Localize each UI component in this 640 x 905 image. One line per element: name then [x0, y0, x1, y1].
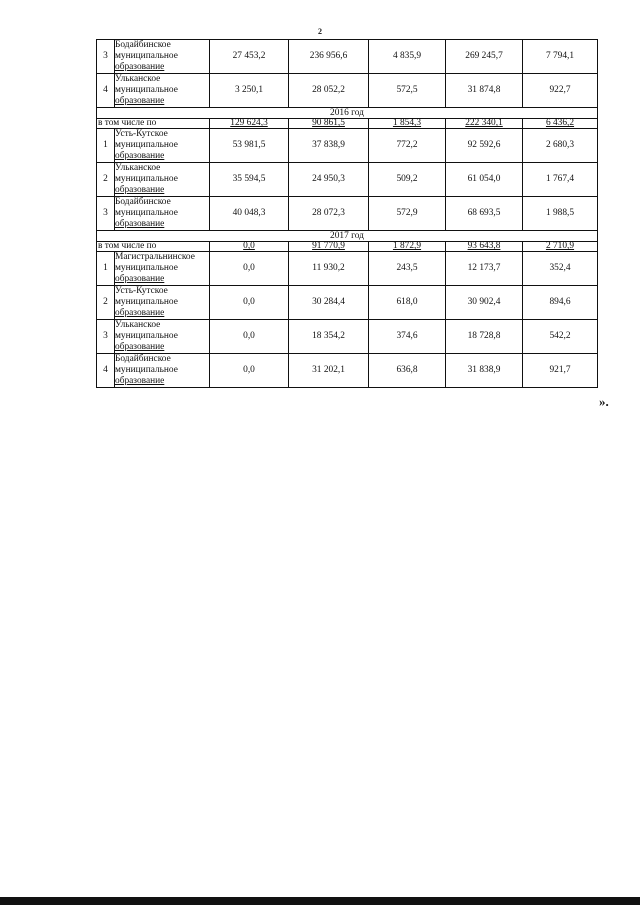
total-value: 6 436,2	[523, 119, 598, 129]
municipality-name-line: Усть-Кутское	[115, 129, 168, 139]
table-cell-value: 921,7	[523, 354, 598, 388]
year-header-row	[97, 231, 598, 242]
scan-bottom-edge	[0, 897, 640, 905]
total-value: 222 340,1	[446, 119, 523, 129]
table-cell-value: 37 838,9	[289, 129, 369, 163]
table-cell-value: 0,0	[210, 286, 289, 320]
total-row	[97, 119, 598, 129]
table-cell-value: 30 284,4	[289, 286, 369, 320]
municipality-name-line: муниципальное	[115, 174, 178, 184]
row-index: 3	[97, 40, 115, 74]
municipality-name-line: образование	[115, 308, 165, 318]
municipality-name-line: муниципальное	[115, 208, 178, 218]
table-cell-value: 922,7	[523, 74, 598, 108]
municipality-name-line: образование	[115, 274, 165, 284]
table-cell-value: 28 052,2	[289, 74, 369, 108]
table-cell-value: 0,0	[210, 354, 289, 388]
municipality-name	[115, 40, 210, 74]
municipality-name	[115, 129, 210, 163]
table-cell-value: 31 874,8	[446, 74, 523, 108]
closing-quote: ».	[599, 394, 609, 409]
municipality-name-line: образование	[115, 376, 165, 386]
total-value: 129 624,3	[210, 119, 289, 129]
table-cell-value: 542,2	[523, 320, 598, 354]
municipality-name	[115, 252, 210, 286]
total-value: 1 854,3	[369, 119, 446, 129]
municipality-name	[115, 354, 210, 388]
page-number: 2	[318, 27, 322, 36]
municipality-name-line: образование	[115, 62, 165, 72]
municipality-name-line: муниципальное	[115, 365, 178, 375]
table-cell-value: 40 048,3	[210, 197, 289, 231]
table-cell-value: 18 728,8	[446, 320, 523, 354]
table-cell-value: 18 354,2	[289, 320, 369, 354]
municipality-name-line: образование	[115, 151, 165, 161]
table-cell-value: 1 767,4	[523, 163, 598, 197]
table-cell-value: 4 835,9	[369, 40, 446, 74]
table-row	[97, 129, 598, 163]
table-cell-value: 636,8	[369, 354, 446, 388]
municipality-name	[115, 286, 210, 320]
table-cell-value: 374,6	[369, 320, 446, 354]
table-cell-value: 28 072,3	[289, 197, 369, 231]
table-cell-value: 53 981,5	[210, 129, 289, 163]
table-cell-value: 352,4	[523, 252, 598, 286]
municipality-name-line: Бодайбинское	[115, 197, 171, 207]
total-label: в том числе по	[97, 242, 210, 252]
municipality-name	[115, 163, 210, 197]
table-cell-value: 772,2	[369, 129, 446, 163]
municipality-name	[115, 74, 210, 108]
table-cell-value: 1 988,5	[523, 197, 598, 231]
table-cell-value: 618,0	[369, 286, 446, 320]
year-header-row	[97, 108, 598, 119]
year-label: 2017 год	[97, 231, 598, 242]
table-cell-value: 2 680,3	[523, 129, 598, 163]
municipality-name-line: муниципальное	[115, 297, 178, 307]
table-cell-value: 269 245,7	[446, 40, 523, 74]
table-cell-value: 572,5	[369, 74, 446, 108]
total-value: 0,0	[210, 242, 289, 252]
table-cell-value: 7 794,1	[523, 40, 598, 74]
table-cell-value: 0,0	[210, 320, 289, 354]
municipality-name-line: муниципальное	[115, 263, 178, 273]
municipality-name-line: муниципальное	[115, 51, 178, 61]
municipality-name-line: образование	[115, 219, 165, 229]
table-cell-value: 236 956,6	[289, 40, 369, 74]
municipality-name	[115, 197, 210, 231]
table-cell-value: 243,5	[369, 252, 446, 286]
row-index: 4	[97, 354, 115, 388]
table-cell-value: 572,9	[369, 197, 446, 231]
table-row	[97, 163, 598, 197]
municipality-name-line: Бодайбинское	[115, 354, 171, 364]
total-label: в том числе по	[97, 119, 210, 129]
table-cell-value: 30 902,4	[446, 286, 523, 320]
total-value: 1 872,9	[369, 242, 446, 252]
table-row	[97, 354, 598, 388]
table-cell-value: 0,0	[210, 252, 289, 286]
table-cell-value: 894,6	[523, 286, 598, 320]
table-cell-value: 31 202,1	[289, 354, 369, 388]
municipality-name-line: образование	[115, 342, 165, 352]
row-index: 3	[97, 320, 115, 354]
table-row	[97, 197, 598, 231]
total-value: 2 710,9	[523, 242, 598, 252]
allocation-table	[96, 39, 598, 388]
municipality-name	[115, 320, 210, 354]
municipality-name-line: Магистральнинское	[115, 252, 195, 262]
table-row	[97, 252, 598, 286]
table-row	[97, 320, 598, 354]
table-cell-value: 509,2	[369, 163, 446, 197]
row-index: 2	[97, 163, 115, 197]
table-cell-value: 3 250,1	[210, 74, 289, 108]
table-cell-value: 92 592,6	[446, 129, 523, 163]
municipality-name-line: муниципальное	[115, 331, 178, 341]
table-cell-value: 12 173,7	[446, 252, 523, 286]
municipality-name-line: образование	[115, 185, 165, 195]
table-row	[97, 74, 598, 108]
total-value: 91 770,9	[289, 242, 369, 252]
municipality-name-line: Ульканское	[115, 163, 161, 173]
row-index: 3	[97, 197, 115, 231]
row-index: 4	[97, 74, 115, 108]
municipality-name-line: Бодайбинское	[115, 40, 171, 50]
table-cell-value: 27 453,2	[210, 40, 289, 74]
total-value: 93 643,8	[446, 242, 523, 252]
municipality-name-line: Ульканское	[115, 320, 161, 330]
table-cell-value: 61 054,0	[446, 163, 523, 197]
row-index: 1	[97, 129, 115, 163]
municipality-name-line: муниципальное	[115, 85, 178, 95]
table-cell-value: 11 930,2	[289, 252, 369, 286]
table-cell-value: 31 838,9	[446, 354, 523, 388]
municipality-name-line: Усть-Кутское	[115, 286, 168, 296]
total-row	[97, 242, 598, 252]
table-row	[97, 286, 598, 320]
table-row	[97, 40, 598, 74]
municipality-name-line: Ульканское	[115, 74, 161, 84]
year-label: 2016 год	[97, 108, 598, 119]
total-value: 90 861,5	[289, 119, 369, 129]
municipality-name-line: муниципальное	[115, 140, 178, 150]
row-index: 1	[97, 252, 115, 286]
municipality-name-line: образование	[115, 96, 165, 106]
table-cell-value: 35 594,5	[210, 163, 289, 197]
row-index: 2	[97, 286, 115, 320]
table-cell-value: 24 950,3	[289, 163, 369, 197]
table-cell-value: 68 693,5	[446, 197, 523, 231]
